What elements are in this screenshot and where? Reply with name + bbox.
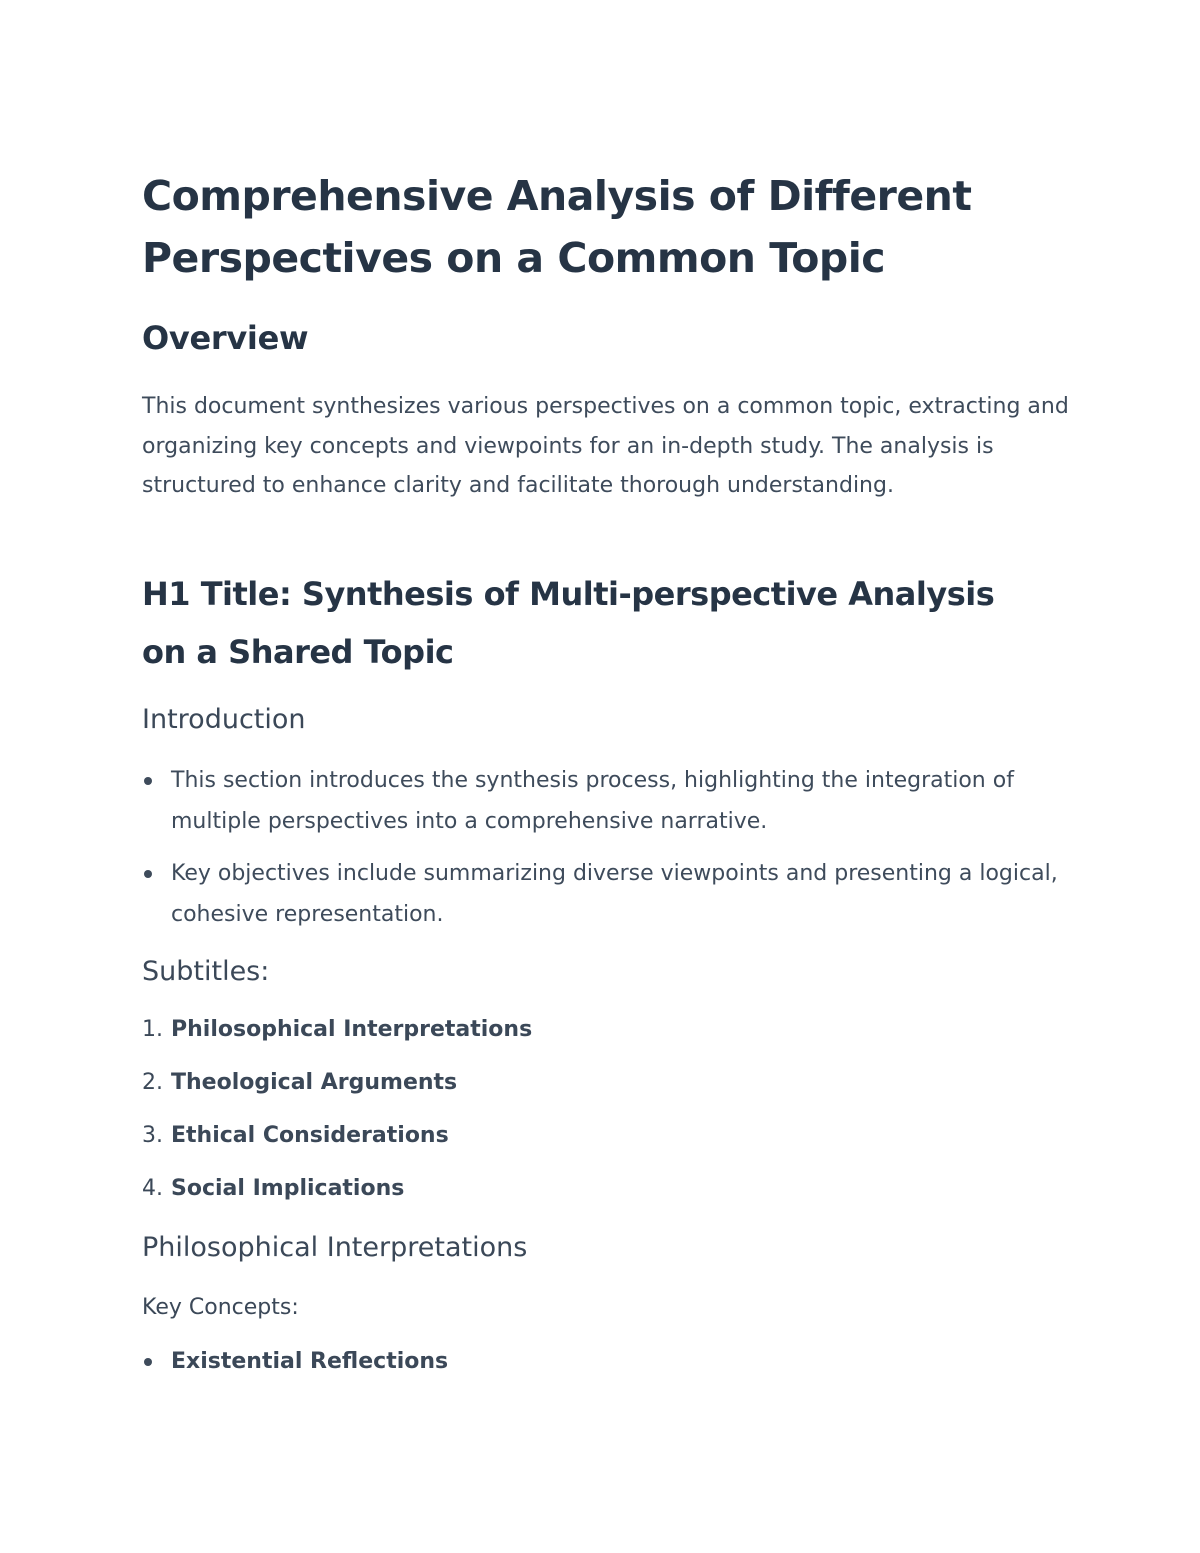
- title-line-1: Comprehensive Analysis of Different: [142, 172, 972, 220]
- philosophical-heading: Philosophical Interpretations: [142, 1232, 528, 1263]
- bullet-icon: [144, 1358, 152, 1366]
- list-item-text: Key objectives include summarizing diverse viewpoints and presenting a logical, cohesive representation.: [171, 861, 1058, 927]
- list-item-text: Existential Reflections: [171, 1349, 449, 1374]
- subtitles-heading: Subtitles:: [142, 956, 270, 987]
- list-item: [142, 1068, 457, 1098]
- list-item-text: Ethical Considerations: [171, 1123, 449, 1148]
- list-item-text: This section introduces the synthesis process, highlighting the integration of multiple perspectives into a comprehensive narrative.: [171, 768, 1014, 834]
- list-item: [142, 1121, 449, 1151]
- bullet-icon: [144, 870, 152, 878]
- overview-paragraph: This document synthesizes various perspectives on a common topic, extracting and organizing key concepts and viewpoints for an in-depth study. The analysis is structured to enhance clarity and facilitate thorough understanding.: [142, 394, 1069, 498]
- list-item-text: Theological Arguments: [171, 1070, 458, 1095]
- introduction-heading: Introduction: [142, 704, 306, 735]
- bullet-icon: [144, 777, 152, 785]
- list-marker: 3.: [142, 1123, 163, 1148]
- list-item-text: Social Implications: [171, 1176, 405, 1201]
- key-concepts-label: Key Concepts:: [142, 1295, 299, 1320]
- h1-subtitle: [142, 565, 994, 681]
- list-item: [142, 1174, 404, 1204]
- overview-heading: Overview: [142, 319, 309, 357]
- h1-subtitle-line-1: H1 Title: Synthesis of Multi-perspective Analysis: [142, 575, 995, 613]
- list-item: [142, 1015, 532, 1045]
- list-item: [142, 760, 1072, 842]
- list-marker: 2.: [142, 1070, 163, 1095]
- list-marker: 4.: [142, 1176, 163, 1201]
- list-item: [142, 853, 1072, 935]
- title-line-2: Perspectives on a Common Topic: [142, 234, 886, 282]
- list-marker: 1.: [142, 1017, 163, 1042]
- list-item-text: Philosophical Interpretations: [171, 1017, 533, 1042]
- document-title: [142, 165, 971, 289]
- list-item: [142, 1341, 1072, 1382]
- h1-subtitle-line-2: on a Shared Topic: [142, 633, 454, 671]
